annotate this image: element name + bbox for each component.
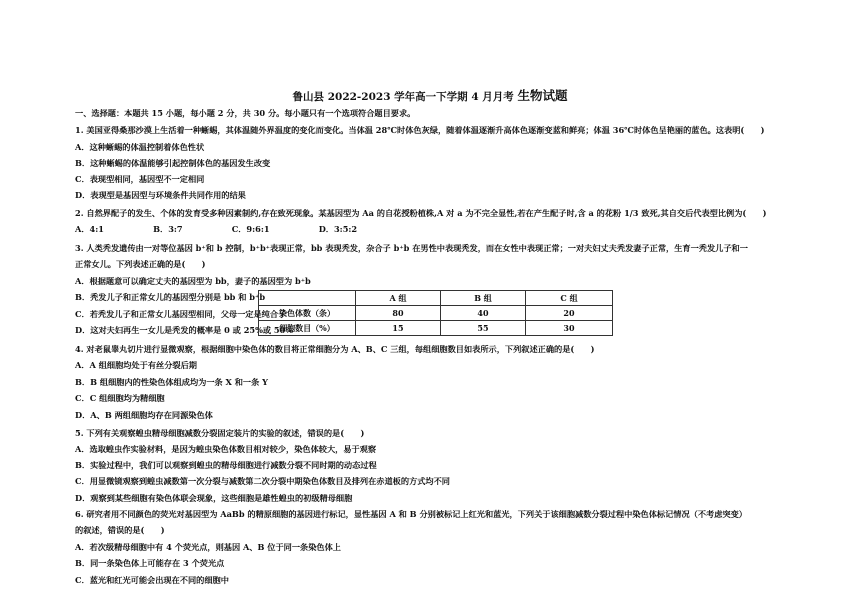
table-row [259, 306, 613, 321]
exam-title [0, 89, 860, 104]
table-header-cell [259, 291, 356, 306]
table-cell: 80 [356, 306, 441, 321]
text-line: 6. 研究者用不同颜色的荧光对基因型为 AaBb 的精原细胞的基因进行标记，显性基因 A 和 B 分别被标记上红光和蓝光，下列关于该细胞减数分裂过程中染色体标记情况（不考虑突变） [75, 509, 747, 519]
table-cell: 15 [356, 321, 441, 336]
text-line: D．这对夫妇再生一女儿是秃发的概率是 0 或 25%或 50% [75, 325, 294, 335]
text-line: 2. 自然界配子的发生、个体的发育受多种因素制约,存在致死现象。某基因型为 Aa 的自花授粉植株,A 对 a 为不完全显性,若在产生配子时,含 a 的花粉 1/3 致死,其自交后代表型比例为( ) [75, 208, 767, 218]
table-header-cell: B 组 [441, 291, 526, 306]
table-row [259, 321, 613, 336]
chromosome-table [258, 290, 613, 336]
table-header-cell: C 组 [526, 291, 613, 306]
table-cell: 30 [526, 321, 613, 336]
text-line: D．表现型是基因型与环境条件共同作用的结果 [75, 190, 246, 200]
text-line: A．选取蝗虫作实验材料，是因为蝗虫染色体数目相对较少，染色体较大，易于观察 [75, 444, 377, 454]
text-line: 1. 美国亚得桑那沙漠上生活着一种蜥蜴，其体温随外界温度的变化而变化。当体温 28℃时体色灰绿，随着体温逐渐升高体色逐渐变蓝和鲜亮；体温 36℃时体色呈艳丽的蓝色。这表明( ) [75, 125, 765, 135]
text-line: D．观察到某些细胞有染色体联会现象，这些细胞是雄性蝗虫的初级精母细胞 [75, 493, 353, 503]
text-line: D．A、B 两组细胞均存在同源染色体 [75, 410, 213, 420]
text-line: B．B 组细胞内的性染色体组成均为一条 X 和一条 Y [75, 377, 269, 387]
text-line: B．这种蜥蜴的体温能够引起控制体色的基因发生改变 [75, 158, 271, 168]
text-line: 4. 对老鼠睾丸切片进行显微观察，根据细胞中染色体的数目将正常细胞分为 A、B、C 三组，每组细胞数目如表所示，下列叙述正确的是( ) [75, 344, 595, 354]
text-line: C．C 组细胞均为精细胞 [75, 393, 165, 403]
table-header-row [259, 291, 613, 306]
text-line: B．秃发儿子和正常女儿的基因型分别是 bb 和 b⁺b [75, 292, 266, 302]
text-line: 的叙述，错误的是( ) [75, 525, 165, 535]
text-line: C．用显微镜观察到蝗虫减数第一次分裂与减数第二次分裂中期染色体数目及排列在赤道板的方式均不同 [75, 476, 450, 486]
text-line: A．这种蜥蜴的体温控制着体色性状 [75, 142, 205, 152]
table-header-cell: A 组 [356, 291, 441, 306]
text-line: 正常女儿。下列表述正确的是( ) [75, 259, 206, 269]
text-line: 一、选择题：本题共 15 小题，每小题 2 分，共 30 分。每小题只有一个选项符合题目要求。 [75, 108, 416, 118]
text-line: A．A 组细胞均处于有丝分裂后期 [75, 360, 197, 370]
text-line: C．蓝光和红光可能会出现在不同的细胞中 [75, 575, 229, 585]
text-line: A．若次级精母细胞中有 4 个荧光点，则基因 A、B 位于同一条染色体上 [75, 542, 341, 552]
text-line: 5. 下列有关观察蝗虫精母细胞减数分裂固定装片的实验的叙述，错误的是( ) [75, 428, 365, 438]
text-line: B．实验过程中，我们可以观察到蝗虫的精母细胞进行减数分裂不同时期的动态过程 [75, 460, 377, 470]
text-line: C．表现型相同，基因型不一定相同 [75, 174, 205, 184]
table-cell: 20 [526, 306, 613, 321]
text-line: C．若秃发儿子和正常女儿基因型相同，父母一定是纯合子 [75, 309, 287, 319]
exam-title-subject: 生物试题 [517, 88, 568, 103]
text-line: A．根据题意可以确定丈夫的基因型为 bb，妻子的基因型为 b⁺b [75, 276, 311, 286]
table-cell: 染色体数（条） [259, 306, 356, 321]
exam-title-main: 鲁山县 2022-2023 学年高一下学期 4 月月考 [292, 91, 514, 103]
table-cell: 40 [441, 306, 526, 321]
text-line: B．同一条染色体上可能存在 3 个荧光点 [75, 558, 225, 568]
text-line: 3. 人类秃发遗传由一对等位基因 b⁺和 b 控制，b⁺b⁺表现正常，bb 表现秃发，杂合子 b⁺b 在男性中表现秃发，而在女性中表现正常；一对夫妇丈夫秃发妻子正常，生育一秃发儿子和一 [75, 243, 748, 253]
table-cell: 55 [441, 321, 526, 336]
table-cell: 细胞数目（%） [259, 321, 356, 336]
text-line: A．4:1 B．3:7 C．9:6:1 D．3:5:2 [75, 224, 358, 234]
